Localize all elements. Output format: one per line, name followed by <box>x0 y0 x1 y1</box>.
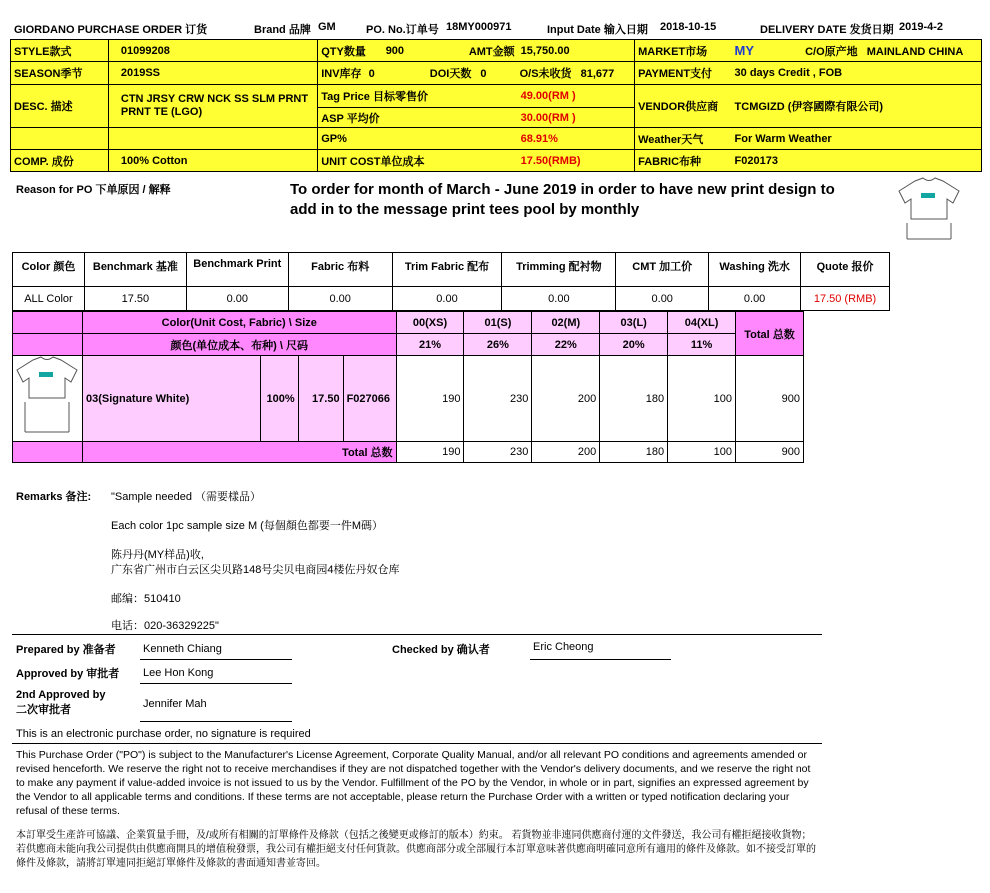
row-qty-l: 180 <box>600 356 668 442</box>
input-date-label: Input Date 输入日期 <box>547 24 648 36</box>
size-xs-ratio: 21% <box>396 334 464 356</box>
market-label: MARKET市场 <box>635 40 732 62</box>
cost-value-washing: 0.00 <box>709 287 801 311</box>
fabric-value: F020173 <box>732 150 982 172</box>
remarks-line-5: 邮编：510410 <box>111 593 181 605</box>
cost-value-cmt: 0.00 <box>616 287 709 311</box>
remarks-line-2: Each color 1pc sample size M (每個顏色都要一件M碼） <box>111 520 383 532</box>
row-color: 03(Signature White) <box>82 356 260 442</box>
os-value: 81,677 <box>580 68 615 80</box>
footer-total-label: Total 总数 <box>82 442 396 463</box>
delivery-date-label: DELIVERY DATE 发货日期 <box>760 24 894 36</box>
tshirt-thumbnail-icon <box>13 356 81 438</box>
season-label: SEASON季节 <box>11 62 109 85</box>
style-value: 01099208 <box>108 40 317 62</box>
brand-label: Brand 品牌 <box>254 24 311 36</box>
os-label: O/S未收货 <box>519 68 572 80</box>
size-l-ratio: 20% <box>600 334 668 356</box>
market-origin-cell <box>732 40 982 62</box>
footer-qty-l: 180 <box>600 442 668 463</box>
terms-english: This Purchase Order ("PO") is subject to the Manufacturer's License Agreement, Corporate Quality Manual, and/or all relevant PO conditions and agreements amended or revised henceforth. We reserve the right not to receive merchandises if they are not dispatched together with the Vendor's delivery documents, and we reserve the right not to make any payment if value-added invoice is not issued to us by the Vendor. Fulfillment of the PO by the Vendor, in whole or in part, signifies an expressed agreement by the Vendor to all applicable terms and conditions. If these terms are not acceptable, please return the Purchase Order with a written or typed notification declaring your refusal of these terms. <box>16 749 811 817</box>
checked-name: Eric Cheong <box>533 641 594 653</box>
asp-label: ASP 平均价 <box>318 108 518 128</box>
size-m-header: 02(M) <box>532 312 600 334</box>
origin-value: MAINLAND CHINA <box>866 45 964 58</box>
electronic-note: This is an electronic purchase order, no signature is required <box>16 728 311 740</box>
amt-label: AMT金额 <box>428 40 518 62</box>
remarks-line-6: 电话：020-36329225" <box>111 620 219 632</box>
inv-value: 0 <box>368 68 375 80</box>
cost-header-trimming: Trimming 配衬物 <box>502 253 616 287</box>
footer-blank <box>13 442 83 463</box>
doi-value: 0 <box>480 68 487 80</box>
approved2-signature-line <box>140 721 292 722</box>
gp-label: GP% <box>318 128 518 150</box>
row-fabric: F027066 <box>343 356 396 442</box>
cost-breakdown-table <box>12 252 890 311</box>
payment-value: 30 days Credit , FOB <box>732 62 982 85</box>
fabric-label: FABRIC布种 <box>635 150 732 172</box>
cost-header-color: Color 颜色 <box>13 253 85 287</box>
empty-value-cell <box>108 128 317 150</box>
size-xs-header: 00(XS) <box>396 312 464 334</box>
po-number: 18MY000971 <box>446 21 512 33</box>
input-date: 2018-10-15 <box>660 21 717 33</box>
desc-value: CTN JRSY CRW NCK SS SLM PRNT PRNT TE (LGO) <box>108 85 317 128</box>
footer-qty-m: 200 <box>532 442 600 463</box>
footer-qty-xl: 100 <box>668 442 736 463</box>
cost-value-benchmark-print: 0.00 <box>186 287 288 311</box>
prepared-label: Prepared by 准备者 <box>16 644 116 656</box>
size-header-en: Color(Unit Cost, Fabric) \ Size <box>82 312 396 334</box>
terms-chinese: 本訂單受生產許可協議、企業質量手冊，及/或所有相關的訂單條件及條款（包括之後變更或修訂的版本）約束。 若貨物並非連同供應商付運的文件發送，我公司有權拒絕接收貨物；若供應商未能向我公司提供由供應商開具的增值稅發票，我公司有權拒絕支付任何貨款。供應商部分或全部履行本訂單意味著供應商明確同意所有適用的條件及條款。如不接受訂單的條件及條款，請將訂單連同拒絕訂單條件及條款的書面通知書並寄回。 <box>16 830 816 869</box>
vendor-value: TCMGIZD (伊容國際有限公司) <box>732 85 982 128</box>
doi-label: DOI天数 <box>429 68 472 80</box>
approved-label: Approved by 审批者 <box>16 668 120 680</box>
cost-value-color: ALL Color <box>13 287 85 311</box>
desc-label: DESC. 描述 <box>11 85 109 128</box>
size-header-blank-1 <box>13 312 83 334</box>
checked-signature-line <box>530 659 671 660</box>
approved-signature-line <box>140 683 292 684</box>
unit-cost-value: 17.50(RMB) <box>518 150 635 172</box>
footer-qty-s: 230 <box>464 442 532 463</box>
company-title: GIORDANO PURCHASE ORDER 订货 <box>14 24 208 36</box>
row-total: 900 <box>736 356 804 442</box>
reason-line-1: To order for month of March - June 2019 in order to have new print design to <box>290 181 835 198</box>
delivery-date: 2019-4-2 <box>899 21 944 33</box>
cost-header-fabric: Fabric 布料 <box>288 253 392 287</box>
season-value: 2019SS <box>108 62 317 85</box>
prepared-signature-line <box>140 659 292 660</box>
size-header-zh: 颜色(单位成本、布种) \ 尺码 <box>82 334 396 356</box>
order-info-table <box>10 39 982 172</box>
tag-price-label: Tag Price 目标零售价 <box>318 85 518 108</box>
approved-name: Lee Hon Kong <box>143 667 214 679</box>
cost-value-fabric: 0.00 <box>288 287 392 311</box>
size-xl-header: 04(XL) <box>668 312 736 334</box>
cost-header-quote: Quote 报价 <box>801 253 890 287</box>
remarks-line-1: "Sample needed （需要樣品） <box>111 491 262 503</box>
cost-value-trimming: 0.00 <box>502 287 616 311</box>
gp-value: 68.91% <box>518 128 635 150</box>
cost-header-washing: Washing 洗水 <box>709 253 801 287</box>
size-l-header: 03(L) <box>600 312 668 334</box>
tshirt-image <box>893 175 965 243</box>
reason-label: Reason for PO 下单原因 / 解释 <box>16 184 171 196</box>
empty-label-cell <box>11 128 109 150</box>
prepared-name: Kenneth Chiang <box>143 643 222 655</box>
brand-value: GM <box>318 21 336 33</box>
weather-value: For Warm Weather <box>732 128 982 150</box>
style-label: STYLE款式 <box>11 40 109 62</box>
divider-top <box>12 634 822 635</box>
row-qty-xl: 100 <box>668 356 736 442</box>
row-qty-m: 200 <box>532 356 600 442</box>
asp-value: 30.00(RM ) <box>518 108 635 128</box>
remarks-line-3: 陈丹丹(MY样品)收, <box>111 549 204 561</box>
vendor-label: VENDOR供应商 <box>635 85 732 128</box>
footer-qty-xs: 190 <box>396 442 464 463</box>
approved2-name: Jennifer Mah <box>143 698 207 710</box>
row-qty-xs: 190 <box>396 356 464 442</box>
reason-line-2: add in to the message print tees pool by monthly <box>290 201 640 218</box>
row-qty-s: 230 <box>464 356 532 442</box>
row-cost: 17.50 <box>298 356 343 442</box>
tag-price-value: 49.00(RM ) <box>518 85 635 108</box>
origin-label: C/O原产地 <box>805 45 858 58</box>
row-tshirt-thumb <box>13 356 83 442</box>
cost-value-benchmark: 17.50 <box>84 287 186 311</box>
approved2-label-en: 2nd Approved by <box>16 689 106 701</box>
size-header-blank-2 <box>13 334 83 356</box>
comp-value: 100% Cotton <box>108 150 317 172</box>
checked-label: Checked by 确认者 <box>392 644 490 656</box>
cost-header-benchmark: Benchmark 基准 <box>84 253 186 287</box>
qty-value: 900 <box>383 40 428 62</box>
divider-bottom <box>12 743 822 744</box>
payment-label: PAYMENT支付 <box>635 62 732 85</box>
comp-label: COMP. 成份 <box>11 150 109 172</box>
size-breakdown-table <box>12 311 804 463</box>
total-header: Total 总数 <box>736 312 804 356</box>
weather-label: Weather天气 <box>635 128 732 150</box>
qty-label: QTY数量 <box>318 40 383 62</box>
size-s-ratio: 26% <box>464 334 532 356</box>
size-xl-ratio: 11% <box>668 334 736 356</box>
remarks-label: Remarks 备注: <box>16 491 92 503</box>
unit-cost-label: UNIT COST单位成本 <box>318 150 518 172</box>
cost-header-benchmark-print: Benchmark Print <box>186 253 288 287</box>
cost-header-trim-fabric: Trim Fabric 配布 <box>392 253 502 287</box>
amt-value: 15,750.00 <box>518 40 635 62</box>
inventory-cell <box>318 62 635 85</box>
size-s-header: 01(S) <box>464 312 532 334</box>
row-pct: 100% <box>260 356 298 442</box>
footer-total: 900 <box>736 442 804 463</box>
inv-label: INV库存 <box>321 68 362 80</box>
cost-value-trim-fabric: 0.00 <box>392 287 502 311</box>
cost-header-cmt: CMT 加工价 <box>616 253 709 287</box>
size-m-ratio: 22% <box>532 334 600 356</box>
po-label: PO. No.订单号 <box>366 24 439 36</box>
market-value: MY <box>734 42 755 58</box>
approved2-label-zh: 二次审批者 <box>16 704 71 716</box>
cost-value-quote: 17.50 (RMB) <box>801 287 890 311</box>
remarks-line-4: 广东省广州市白云区尖贝路148号尖贝电商园4楼佐丹奴仓库 <box>111 564 400 576</box>
